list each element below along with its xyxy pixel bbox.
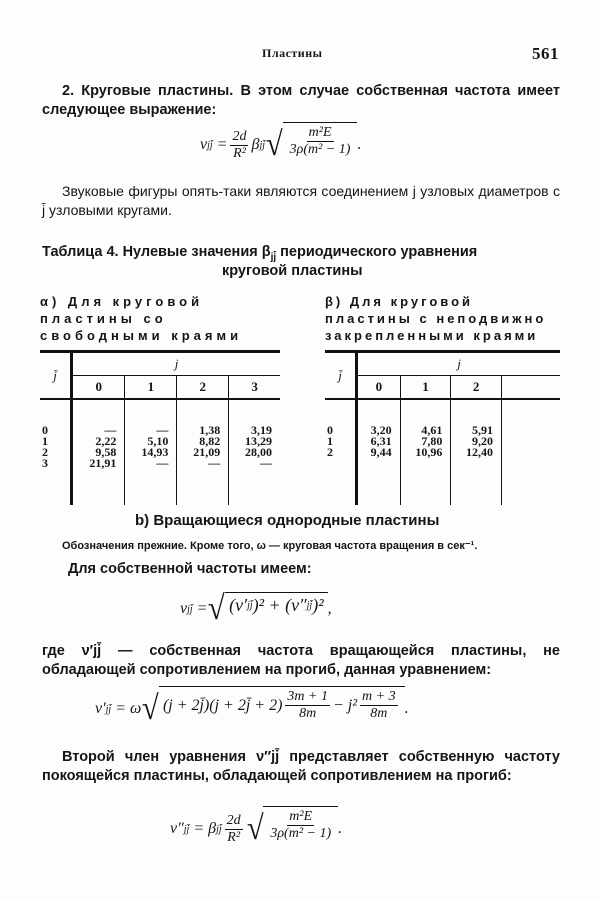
table-b [325,350,560,505]
eq-symbol: ν [180,600,188,617]
eq-end: , [327,600,332,617]
term: (j + 2j̄)(j + 2j̄ + 2) [162,696,283,714]
term: (ν′ [229,595,248,615]
section-heading: 2. Круговые пластины. [62,83,234,99]
eq-sub: jj̄ [207,139,213,151]
row-header: j̄ [40,352,72,400]
eq-sign: + [268,595,281,615]
row-header: j̄ [325,352,357,400]
eq-symbol: ν″ [170,820,184,837]
col-header: 2 [451,376,502,400]
equation-4 [170,810,342,848]
col-header: 0 [357,376,401,400]
frac-num: m²E [308,125,332,140]
equation-1 [200,126,361,164]
frac-den: R² [233,145,246,161]
col-3-values: 3,19 13,29 28,00 — [245,423,272,470]
radical-sign: √ [142,690,160,727]
col-header: 0 [72,376,125,400]
frac-den: 3ρ(m² − 1) [270,826,332,841]
eq-sub: jj̄ [105,703,112,715]
frac-den: R² [227,829,241,845]
eq-sign: = [193,820,205,837]
section-text: В этом случае собственная частота имеет следующее выражение: [42,83,560,118]
term: )² [252,595,265,615]
paragraph-second-term: Второй член уравнения ν″jj̄ представляет собственную частоту покоящейся пластины, обладающей сопротивлением на прогиб: [42,749,560,784]
frac-den: 8m [370,706,388,721]
frac-den: 3ρ(m² − 1) [289,142,351,157]
section-b-intro: Для собственной частоты имеем: [68,561,312,577]
frac-num: 2d [226,812,241,828]
page-number: 561 [532,44,559,63]
frac-num: m²E [289,809,313,824]
title-sub: jj̄ [270,251,277,263]
radical-sign: √ [265,126,283,163]
col-2-values: 1,38 8,82 21,09 — [177,399,229,505]
eq-sub: jj̄ [183,823,190,835]
eq-sign: = [216,136,228,153]
col-group-header: j [357,352,561,376]
paragraph-sound-figures: Звуковые фигуры опять-таки являются соединением j узловых диаметров с j̄ узловыми кругами. [42,183,560,218]
term: )² [312,595,324,615]
term: (ν″ [285,595,307,615]
eq-sign: = [196,600,208,617]
eq-sign: = ω [115,700,142,717]
eq-sub: jj̄ [216,823,222,835]
equation-2 [180,590,332,628]
frac-num: m + 3 [362,689,396,704]
section-2-paragraph [42,82,560,120]
eq-end: . [404,700,409,717]
col-header: 1 [125,376,177,400]
eq-symbol: ν [200,136,208,153]
frac-den: 8m [299,706,317,721]
table-4-subtitle: круговой пластины [222,263,363,279]
eq-symbol: ν′ [95,700,106,717]
radical-sign: √ [246,810,264,847]
eq-end: . [357,136,362,153]
section-b-note: Обозначения прежние. Кроме того, ω — круговая частота вращения в сек⁻¹. [62,540,478,552]
title-text: периодического уравнения [276,244,478,260]
col-header: 1 [400,376,451,400]
term: − j² [332,696,358,714]
col-1-values: — 5,10 14,93 — [125,399,177,505]
col-group-header: j [72,352,281,376]
section-b-heading: b) Вращающиеся однородные пластины [135,512,440,529]
eq-sub: jj̄ [306,600,313,611]
col-1-values: 4,61 7,80 10,96 [400,399,451,505]
row-labels: 0 1 2 [325,399,357,505]
row-labels: 0 1 2 3 [40,399,72,505]
eq-sub: jj̄ [187,603,193,615]
table-a [40,350,280,505]
table-b-caption: β) Для круговой пластины с неподвижно закрепленными краями [325,294,547,343]
eq-beta: β [208,820,217,837]
table-a-caption: α) Для круговой пластины со свободными краями [40,294,243,343]
col-0-values: 3,20 6,31 9,44 [357,399,401,505]
col-header: 3 [229,376,280,400]
running-header: Пластины [262,46,323,60]
eq-end: . [338,820,343,837]
eq-beta: β [251,136,260,153]
frac-num: 2d [232,128,247,144]
paragraph-rotating: где ν′jj̄ — собственная частота вращающейся пластины, не обладающей сопротивлением на прогиб, данная уравнением: [42,643,560,678]
eq-sub: jj̄ [259,139,265,151]
eq-sub: jj̄ [247,600,253,611]
col-0-values: — 2,22 9,58 21,91 [72,399,125,505]
radical-sign: √ [208,590,226,627]
col-header: 2 [177,376,229,400]
title-text: Таблица 4. Нулевые значения β [42,244,271,260]
frac-num: 3m + 1 [287,689,328,704]
equation-3 [95,690,409,728]
col-2-values: 5,91 9,20 12,40 [451,399,502,505]
